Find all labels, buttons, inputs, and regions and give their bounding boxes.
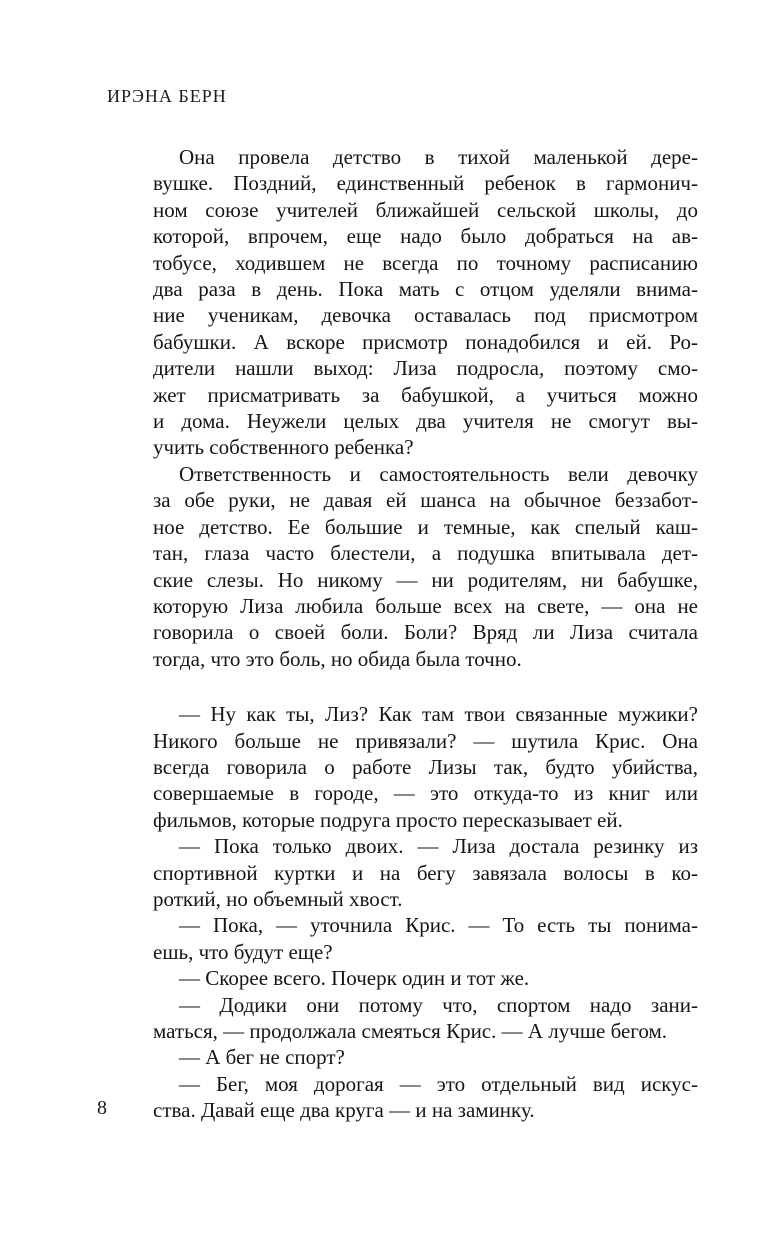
paragraph: [153, 833, 698, 912]
text-line: — А бег не спорт?: [179, 1045, 345, 1070]
text-line: — Пока, — уточнила Крис. — То есть ты понима-: [179, 913, 698, 938]
text-line: ские слезы. Но никому — ни родителям, ни бабушке,: [153, 567, 698, 592]
text-line: ном союзе учителей ближайшей сельской школы, до: [153, 197, 698, 222]
text-line: тан, глаза часто блестели, а подушка впитывала дет-: [153, 541, 698, 566]
text-line: вушке. Поздний, единственный ребенок в гармонич-: [153, 171, 698, 196]
text-line: — Ну как ты, Лиз? Как там твои связанные мужики?: [179, 702, 698, 727]
text-line: — Додики они потому что, спортом надо зани-: [179, 992, 698, 1017]
paragraph: [153, 1071, 698, 1124]
text-line: ное детство. Ее большие и темные, как спелый каш-: [153, 514, 698, 539]
text-line: за обе руки, не давая ей шанса на обычное беззабот-: [153, 488, 698, 513]
text-line: всегда говорила о работе Лизы так, будто убийства,: [153, 754, 698, 779]
text-line: — Пока только двоих. — Лиза достала резинку из: [179, 834, 698, 859]
text-line: тобусе, ходившем не всегда по точному расписанию: [153, 250, 698, 275]
text-line: — Скорее всего. Почерк один и тот же.: [179, 966, 530, 991]
text-line: дители нашли выход: Лиза подросла, поэтому смо-: [153, 356, 698, 381]
running-header-author: ИРЭНА БЕРН: [107, 86, 227, 106]
text-line: Она провела детство в тихой маленькой дере-: [179, 145, 698, 169]
text-line: жет присматривать за бабушкой, а учиться можно: [153, 382, 698, 407]
text-line: роткий, но объемный хвост.: [153, 886, 403, 911]
paragraph: [153, 1044, 698, 1070]
text-line: — Бег, моя дорогая — это отдельный вид искус-: [179, 1071, 698, 1096]
paragraph-after-scene-break: [153, 701, 698, 833]
text-line: Ответственность и самостоятельность вели девочку: [179, 461, 698, 486]
text-line: бабушки. А вскоре присмотр понадобился и ей. Ро-: [153, 329, 698, 354]
text-line: ние ученикам, девочка оставалась под присмотром: [153, 303, 698, 328]
text-line: спортивной куртки и на бегу завязала волосы в ко-: [153, 860, 698, 885]
body-text: [153, 144, 698, 1124]
text-line: ешь, что будут еще?: [153, 939, 333, 964]
text-line: которую Лиза любила больше всех на свете, — она не: [153, 593, 698, 618]
paragraph: [153, 992, 698, 1045]
text-line: фильмов, которые подруга просто пересказывает ей.: [153, 807, 623, 832]
text-line: ства. Давай еще два круга — и на заминку.: [153, 1098, 535, 1123]
text-line: говорила о своей боли. Боли? Вряд ли Лиза считала: [153, 620, 698, 645]
text-line: маться, — продолжала смеяться Крис. — А лучше бегом.: [153, 1019, 668, 1043]
paragraph: [153, 144, 698, 461]
paragraph: [153, 965, 698, 991]
text-line: учить собственного ребенка?: [153, 435, 414, 460]
page-number: 8: [97, 1097, 107, 1119]
paragraph: [153, 912, 698, 965]
text-line: два раза в день. Пока мать с отцом уделяли внима-: [153, 277, 698, 302]
text-line: Никого больше не привязали? — шутила Крис. Она: [153, 728, 698, 753]
text-line: совершаемые в городе, — это откуда-то из книг или: [153, 781, 698, 806]
text-line: и дома. Неужели целых два учителя не смогут вы-: [153, 409, 698, 434]
text-line: тогда, что это боль, но обида была точно.: [153, 646, 522, 671]
paragraph: [153, 461, 698, 672]
text-line: которой, впрочем, еще надо было добраться на ав-: [153, 224, 698, 249]
